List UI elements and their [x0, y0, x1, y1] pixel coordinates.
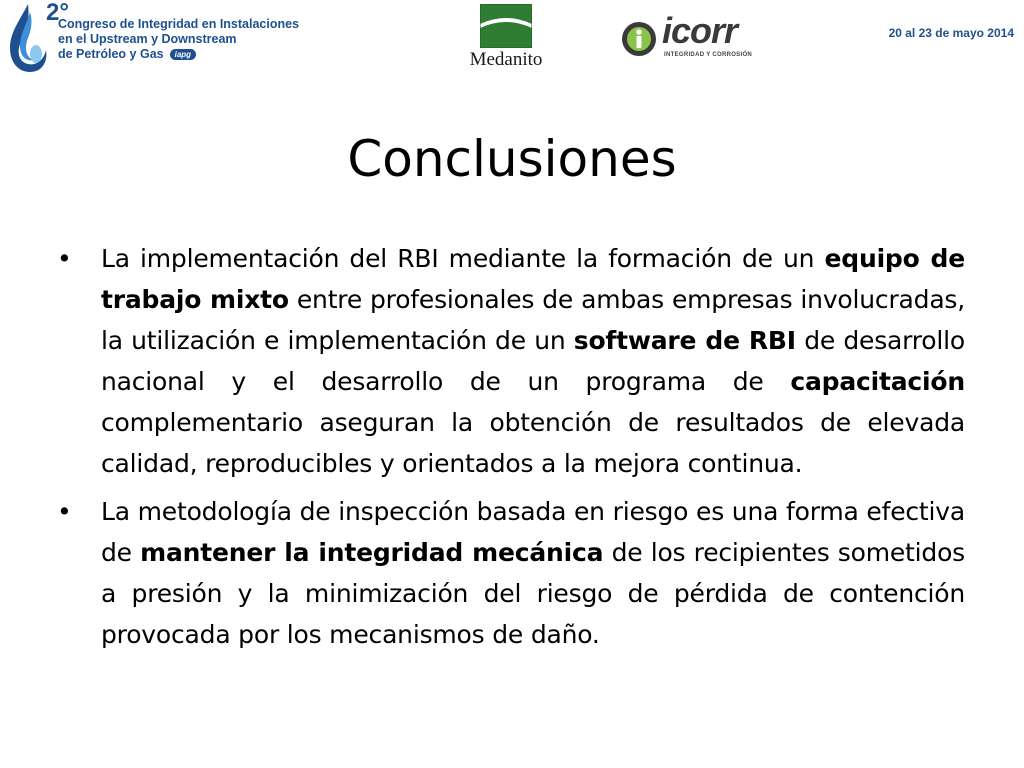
bullet-1-text: entre profesionales de ambas empresas involucradas, la utilización e implementación de un — [101, 285, 966, 355]
congress-number: 2° — [46, 0, 69, 26]
medanito-logo — [455, 4, 557, 74]
water-drop-icon — [6, 2, 50, 74]
slide-title: Conclusiones — [347, 130, 677, 188]
congress-line-2: en el Upstream y Downstream — [58, 32, 237, 46]
icorr-info-icon — [620, 20, 658, 58]
bullet-item-1 — [55, 238, 965, 484]
bullet-1-emphasis-software: software de RBI — [573, 326, 796, 355]
conclusions-list — [55, 238, 965, 662]
bullet-2-emphasis-integrity: mantener la integridad mecánica — [140, 538, 604, 567]
congress-logo — [6, 2, 306, 74]
bullet-1-text: La implementación del RBI mediante la formación de un — [101, 244, 825, 273]
medanito-name: Medanito — [469, 49, 543, 70]
bullet-marker: • — [57, 244, 72, 273]
event-date: 20 al 23 de mayo 2014 — [888, 26, 1014, 40]
medanito-emblem-icon — [480, 4, 532, 48]
icorr-subtitle: INTEGRIDAD Y CORROSIÓN — [664, 52, 753, 58]
bullet-1-emphasis-team: equipo de trabajo mixto — [101, 244, 965, 314]
bullet-1-emphasis-training: capacitación — [790, 367, 965, 396]
bullet-2-text: La metodología de inspección basada en riesgo es una forma efectiva de — [101, 497, 965, 567]
bullet-1-text: complementario aseguran la obtención de resultados de elevada calidad, reproducibles y orientados a la mejora continua. — [101, 408, 965, 478]
iapg-badge: iapg — [170, 49, 196, 60]
icorr-logo — [620, 10, 770, 66]
icorr-wordmark: icorr — [662, 10, 738, 51]
bullet-2-text: de los recipientes sometidos a presión y la minimización del riesgo de pérdida de contención provocada por los mecanismos de daño. — [101, 538, 965, 649]
congress-line-3: de Petróleo y Gas — [58, 47, 164, 61]
bullet-item-2 — [55, 491, 965, 655]
congress-line-1: Congreso de Integridad en Instalaciones — [58, 17, 300, 31]
bullet-marker: • — [57, 497, 72, 526]
bullet-1-text: de desarrollo nacional y el desarrollo de un programa de — [101, 326, 965, 396]
